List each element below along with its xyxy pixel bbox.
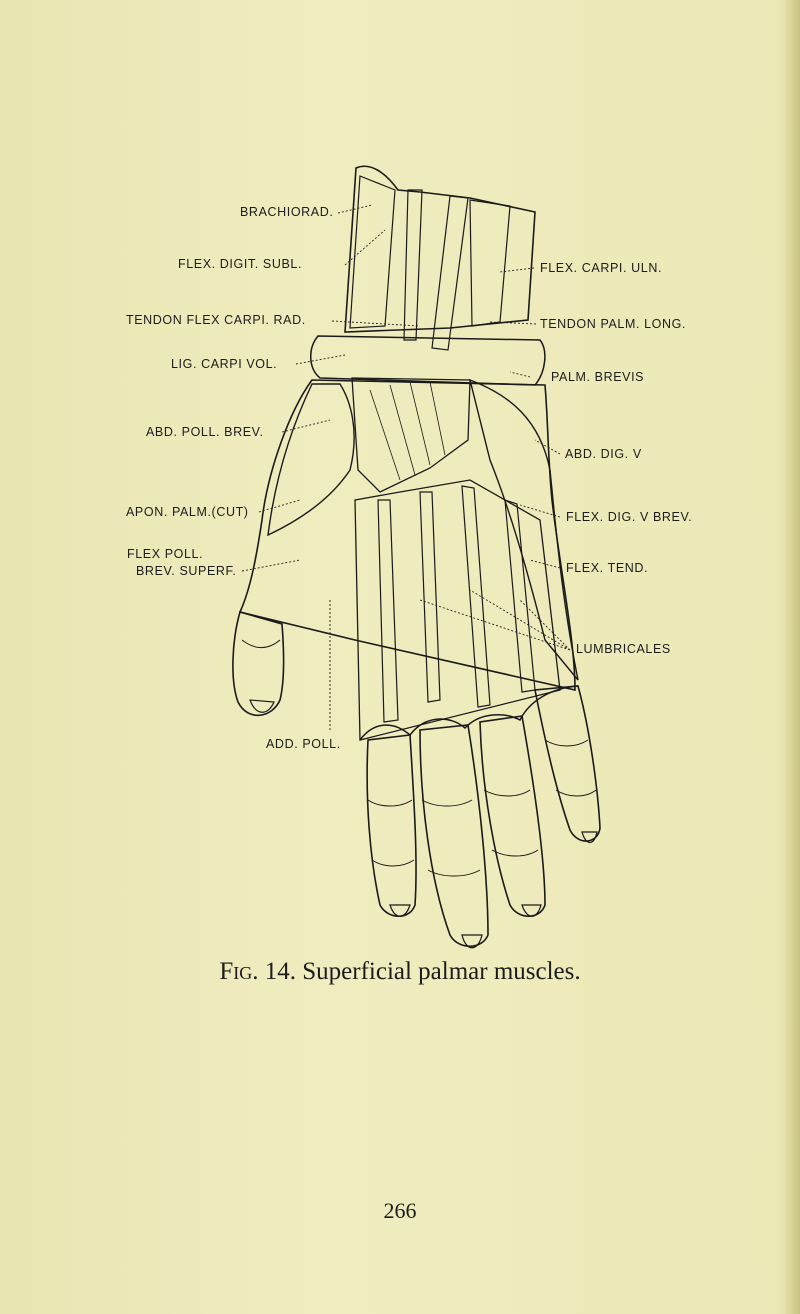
label-abd-dig-v: ABD. DIG. V — [565, 447, 642, 461]
carpal-ligament — [311, 336, 545, 385]
label-add-poll: ADD. POLL. — [266, 737, 341, 751]
label-flex-dig-v-brev: FLEX. DIG. V BREV. — [566, 510, 693, 524]
label-palm-brevis: PALM. BREVIS — [551, 370, 645, 384]
palmar-aponeurosis — [352, 378, 470, 492]
middle-finger — [420, 725, 488, 946]
index-finger — [367, 735, 416, 916]
label-brachiorad: BRACHIORAD. — [240, 205, 334, 219]
label-tendon-flex-carpi-rad: TENDON FLEX CARPI. RAD. — [126, 313, 306, 327]
label-abd-poll-brev: ABD. POLL. BREV. — [146, 425, 264, 439]
figure-number: Fig. 14. — [219, 958, 296, 985]
label-tendon-palm-long: TENDON PALM. LONG. — [540, 317, 687, 331]
label-lig-carpi-vol: LIG. CARPI VOL. — [171, 357, 278, 371]
label-apon-palm-cut: APON. PALM.(CUT) — [126, 505, 249, 519]
label-lumbricales: LUMBRICALES — [576, 642, 671, 656]
hand-illustration — [233, 166, 600, 947]
label-flex-poll-brev-line1: FLEX POLL. — [127, 547, 204, 561]
page-number: 266 — [383, 1198, 417, 1223]
thumb — [233, 612, 284, 715]
caption-text: Superficial palmar muscles. — [302, 958, 581, 985]
figure-caption — [0, 958, 800, 986]
little-finger — [535, 686, 600, 841]
label-flex-tend: FLEX. TEND. — [566, 561, 649, 575]
flexor-tendons — [355, 480, 560, 740]
label-flex-poll-brev-line2: BREV. SUPERF. — [136, 564, 237, 578]
label-flex-digit-subl: FLEX. DIGIT. SUBL. — [178, 257, 303, 271]
label-flex-carpi-uln: FLEX. CARPI. ULN. — [540, 261, 663, 275]
ring-finger — [480, 716, 545, 916]
palm — [240, 380, 575, 690]
thenar-muscles — [268, 384, 354, 535]
